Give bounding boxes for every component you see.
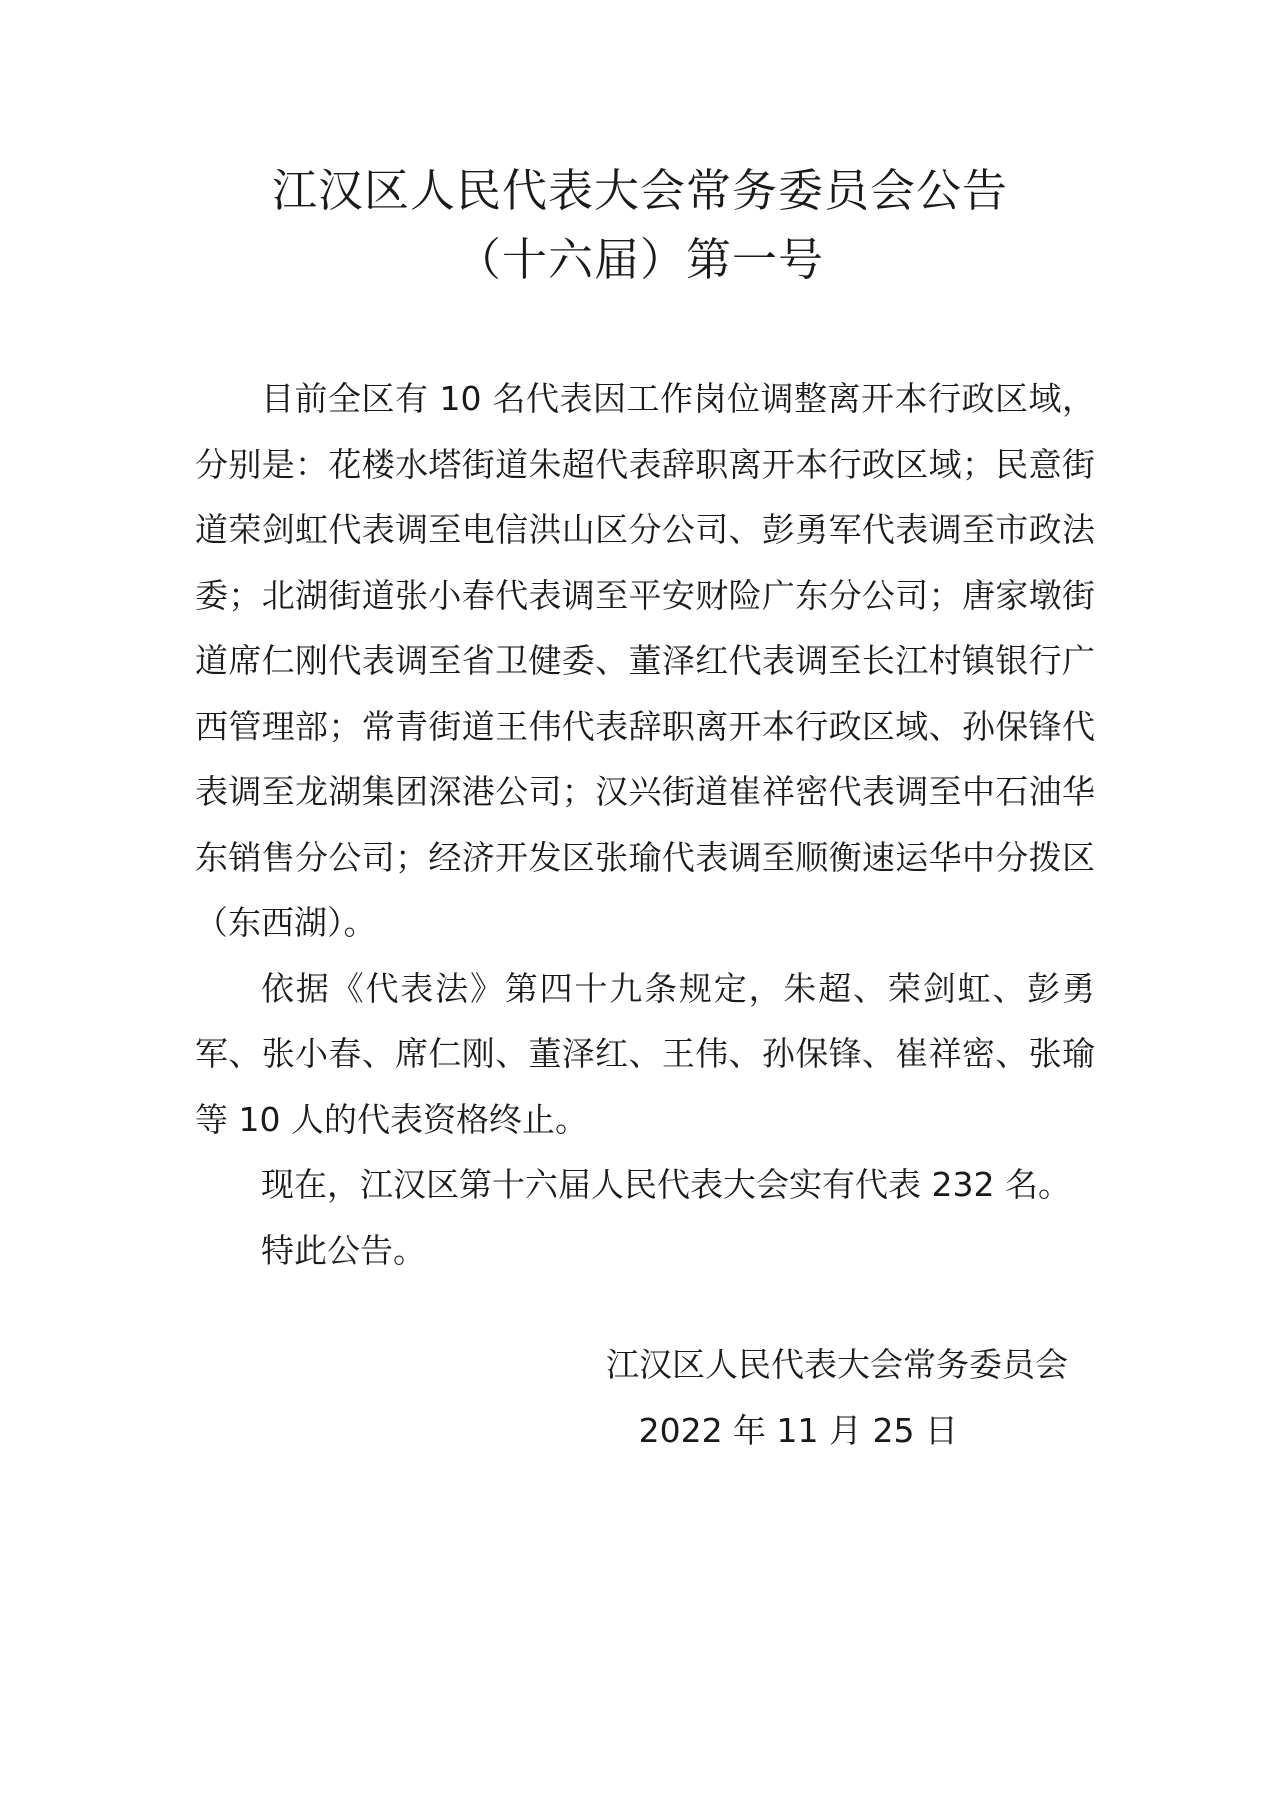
document-body bbox=[195, 366, 1095, 1283]
paragraph-current-count: 现在，江汉区第十六届人民代表大会实有代表 232 名。 bbox=[261, 1165, 1071, 1204]
paragraph-termination: 依据《代表法》第四十九条规定，朱超、荣剑虹、彭勇军、张小春、席仁刚、董泽红、王伟、孙保锋、崔祥密、张瑜等 10 人的代表资格终止。 bbox=[195, 968, 1095, 1139]
signature-block bbox=[0, 1335, 1068, 1461]
paragraph-closing: 特此公告。 bbox=[261, 1230, 426, 1270]
title-line-2: （十六届）第一号 bbox=[455, 233, 824, 286]
document-title bbox=[0, 158, 1280, 292]
signature-organization: 江汉区人民代表大会常务委员会 bbox=[606, 1345, 1068, 1384]
title-line-1: 江汉区人民代表大会常务委员会公告 bbox=[271, 164, 1008, 217]
paragraph-representatives-list: 目前全区有 10 名代表因工作岗位调整离开本行政区域，分别是：花楼水塔街道朱超代表辞职离开本行政区域；民意街道荣剑虹代表调至电信洪山区分公司、彭勇军代表调至市政法委；北湖街道张小春代表调至平安财险广东分公司；唐家墩街道席仁刚代表调至省卫健委、董泽红代表调至长江村镇银行广西管理部；常青街道王伟代表辞职离开本行政区域、孙保锋代表调至龙湖集团深港公司；汉兴街道崔祥密代表调至中石油华东销售分公司；经济开发区张瑜代表调至顺衡速运华中分拨区（东西湖）。 bbox=[195, 379, 1095, 942]
signature-date: 2022 年 11 月 25 日 bbox=[638, 1411, 958, 1450]
